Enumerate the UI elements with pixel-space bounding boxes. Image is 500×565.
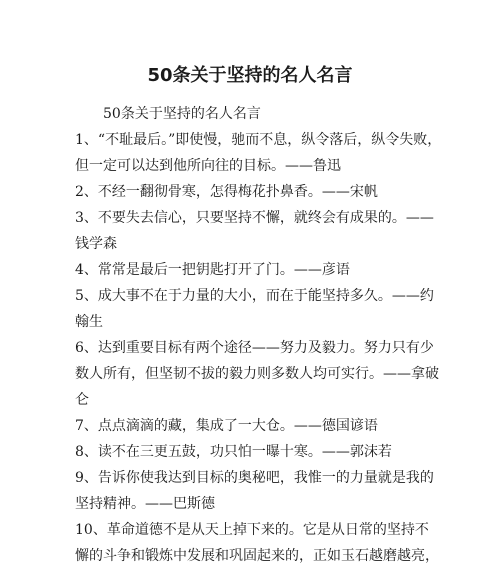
quote-line-15: 坚持精神。——巴斯德 — [75, 496, 215, 512]
document-subtitle: 50条关于坚持的名人名言 — [103, 106, 261, 122]
quote-line-7: 5、成大事不在于力量的大小，而在于能坚持多久。——约 — [75, 288, 434, 304]
quote-line-8: 翰生 — [75, 314, 103, 330]
quote-line-11: 仑 — [75, 392, 89, 408]
quote-line-6: 4、常常是最后一把钥匙打开了门。——彦语 — [75, 262, 350, 278]
quote-line-12: 7、点点滴滴的藏，集成了一大仓。——德国谚语 — [75, 418, 378, 434]
quote-line-2: 但一定可以达到他所向往的目标。——鲁迅 — [75, 158, 341, 174]
quote-line-16: 10、革命道德不是从天上掉下来的。它是从日常的坚持不 — [75, 522, 429, 538]
quote-line-10: 数人所有，但坚韧不拔的毅力则多数人均可实行。——拿破 — [75, 366, 439, 382]
quote-line-14: 9、告诉你使我达到目标的奥秘吧，我惟一的力量就是我的 — [75, 470, 434, 486]
document-title: 50条关于坚持的名人名言 — [147, 65, 353, 86]
quote-line-4: 3、不要失去信心，只要坚持不懈，就终会有成果的。—— — [75, 210, 434, 226]
quote-line-13: 8、读不在三更五鼓，功只怕一曝十寒。——郭沫若 — [75, 444, 392, 460]
quote-line-3: 2、不经一翻彻骨寒，怎得梅花扑鼻香。——宋帆 — [75, 184, 378, 200]
quote-line-1: 1、“不耻最后。”即使慢，驰而不息，纵令落后，纵令失败， — [75, 132, 442, 148]
quote-line-9: 6、达到重要目标有两个途径——努力及毅力。努力只有少 — [75, 340, 434, 356]
quote-line-17: 懈的斗争和锻炼中发展和巩固起来的，正如玉石越磨越亮， — [75, 548, 439, 564]
quote-line-5: 钱学森 — [75, 236, 117, 252]
